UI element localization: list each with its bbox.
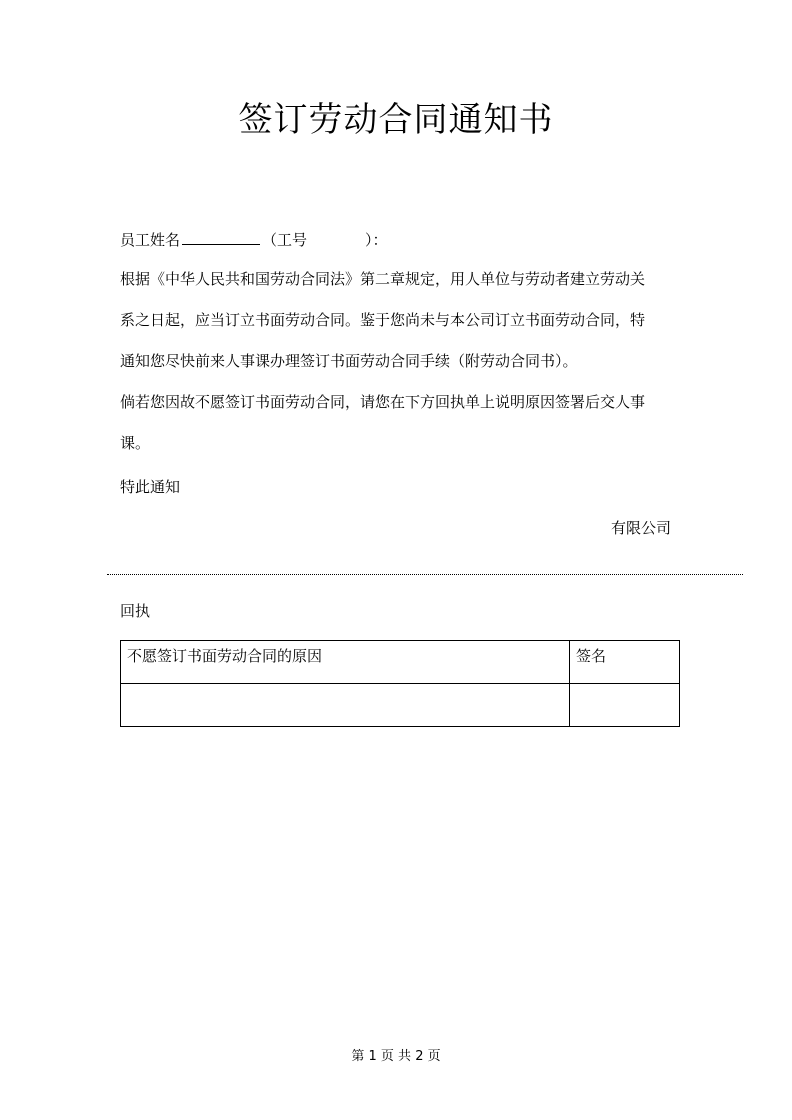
receipt-reason-cell[interactable] xyxy=(121,684,570,727)
receipt-table xyxy=(120,640,680,727)
notice-close: 特此通知 xyxy=(120,478,181,496)
employee-line xyxy=(120,228,388,250)
body-line-2: 系之日起，应当订立书面劳动合同。鉴于您尚未与本公司订立书面劳动合同，特 xyxy=(120,311,646,329)
page-title: 签订劳动合同通知书 xyxy=(238,100,554,140)
page-footer: 第 1 页 共 2 页 xyxy=(351,1049,441,1064)
receipt-input-row xyxy=(121,684,680,727)
receipt-title: 回执 xyxy=(120,602,151,620)
receipt-header-signature: 签名 xyxy=(570,641,680,684)
body-line-4: 倘若您因故不愿签订书面劳动合同，请您在下方回执单上说明原因签署后交人事 xyxy=(120,393,646,411)
receipt-header-reason: 不愿签订书面劳动合同的原因 xyxy=(121,641,570,684)
employee-name-label: 员工姓名 xyxy=(120,231,181,249)
receipt-signature-cell[interactable] xyxy=(570,684,680,727)
cut-line-divider xyxy=(107,574,743,575)
employee-name-blank[interactable] xyxy=(182,228,260,245)
body-line-5: 课。 xyxy=(120,434,151,452)
employee-id-close: ）： xyxy=(365,231,388,249)
receipt-header-row xyxy=(121,641,680,684)
body-line-1: 根据《中华人民共和国劳动合同法》第二章规定，用人单位与劳动者建立劳动关 xyxy=(120,270,646,288)
body-line-3: 通知您尽快前来人事课办理签订书面劳动合同手续（附劳动合同书）。 xyxy=(120,352,578,370)
company-name: 有限公司 xyxy=(610,519,671,537)
employee-id-open: （工号 xyxy=(262,231,308,249)
